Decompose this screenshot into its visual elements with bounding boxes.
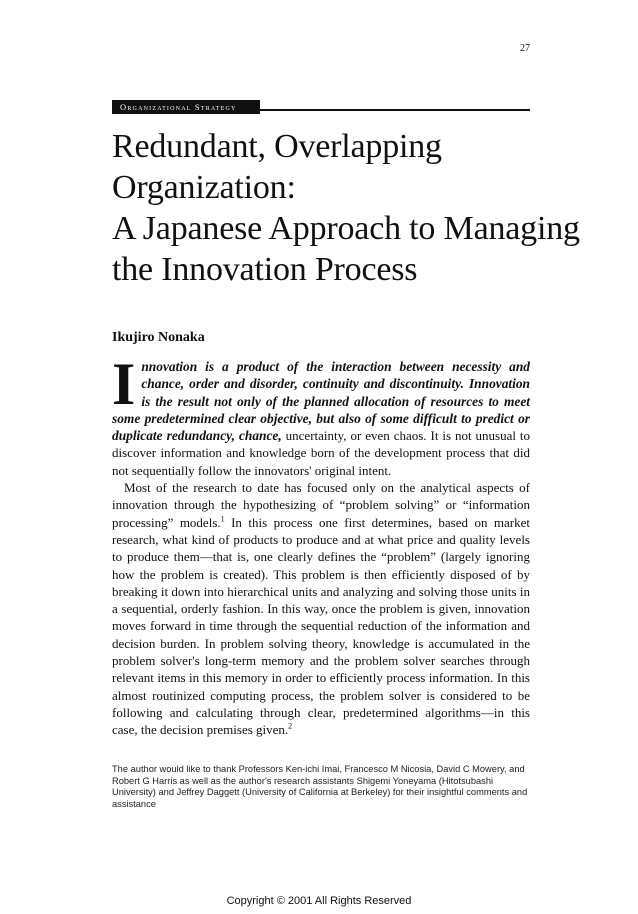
- paragraph-1-text: uncertainty, or even chaos. It is not unusual to discover information and knowledge born of the development process that did not sequentially follow the innovators' original intent.: [112, 428, 530, 478]
- paragraph-2-text-a: Most of the research to date has focused only on the analytical aspects of innovation through the hypothesizing of “problem solving” or “information processing” models.: [112, 480, 530, 530]
- article-title: [112, 126, 592, 290]
- section-label: Organizational Strategy: [112, 100, 260, 114]
- paragraph-2: [112, 479, 530, 738]
- title-line: Redundant, Overlapping: [112, 128, 442, 165]
- paragraph-1: [112, 351, 530, 479]
- page-number: 27: [520, 43, 530, 54]
- title-line: A Japanese Approach to Managing: [112, 210, 580, 247]
- author-name: Ikujiro Nonaka: [112, 330, 205, 345]
- acknowledgement-footnote: The author would like to thank Professors Ken-ichi Imai, Francesco M Nicosia, David C Mowery, and Robert G Harris as well as the author's research assistants Shigemi Yoneyama (Hitotsubashi University) and Jeffrey Daggett (University of California at Berkeley) for their insightful comments and assistance: [112, 764, 528, 809]
- lead-text: nnovation is a product of the interaction between necessity and chance, order and disorder, continuity and discontinuity. Innovation is the result not only of the planned allocation of resources to meet some predetermined clear objective, but also of some difficult to predict or duplicate redundancy, chance,: [112, 359, 530, 444]
- copyright-notice: Copyright © 2001 All Rights Reserved: [226, 895, 412, 907]
- paragraph-2-text-b: In this process one first determines, based on market research, what kind of products to produce and at what price and quality levels to produce them—that is, one clearly defines the “problem” (largely ignoring how the problem is created). This problem is then efficiently disposed of by breaking it down into hierarchical units and analyzing and solving those units in a sequential, orderly fashion. In this way, once the problem is given, innovation moves forward in time through the sequential reduction of the information and decision burden. In problem solving theory, knowledge is accumulated in the problem solver's long-term memory and the problem solver searches through relevant items in this memory in order to efficiently process information. In this almost routinized computing process, the problem solver is considered to be following and calculating through clear, predetermined algorithms—in this case, the decision premises given.: [112, 514, 530, 738]
- article-body: [112, 351, 530, 739]
- footnote-ref-2: 2: [288, 721, 293, 731]
- title-line: Organization:: [112, 169, 296, 206]
- footnote-ref-1: 1: [220, 514, 225, 524]
- drop-cap: I: [112, 351, 136, 417]
- section-rule: [258, 109, 530, 111]
- title-line: the Innovation Process: [112, 251, 418, 288]
